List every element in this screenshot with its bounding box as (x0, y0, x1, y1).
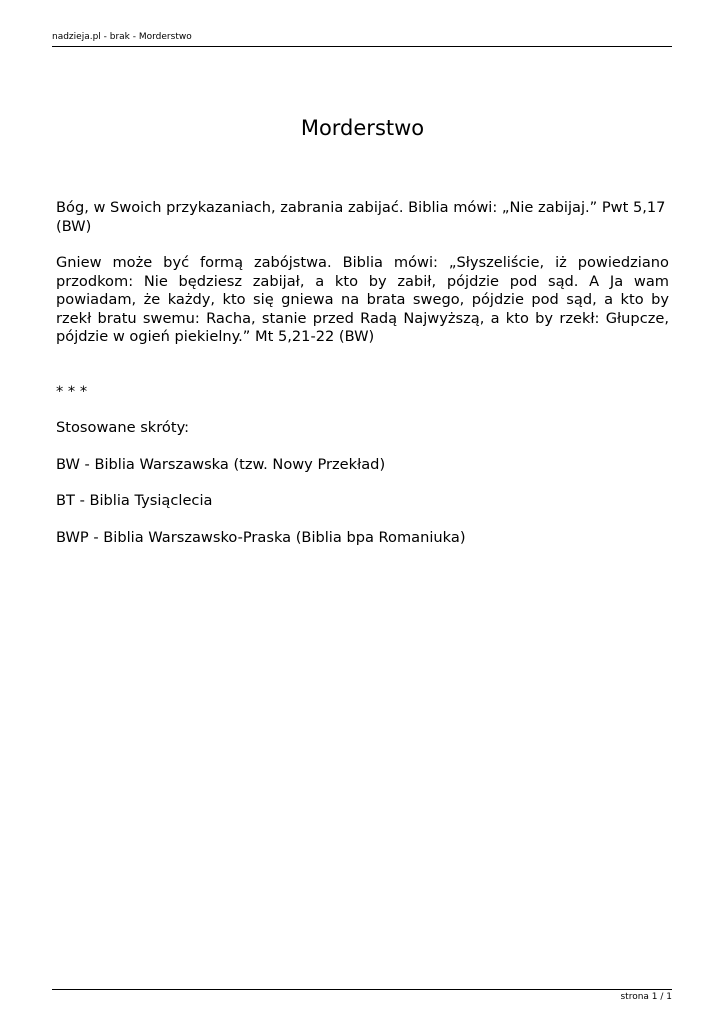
paragraph-spacer (56, 474, 669, 492)
paragraph-1: Bóg, w Swoich przykazaniach, zabrania zabijać. Biblia mówi: „Nie zabijaj.” Pwt 5,17 (BW) (56, 199, 666, 235)
abbreviation-bw: BW - Biblia Warszawska (tzw. Nowy Przekład) (56, 455, 386, 473)
paragraph-2: Gniew może być formą zabójstwa. Biblia mówi: „Słyszeliście, iż powiedziano przodkom: Nie będziesz zabijał, a kto by zabił, pójdzie pod sąd. A Ja wam powiadam, że każdy, kto się gniewa na brata swego, pójdzie pod sąd, a kto by rzekł bratu swemu: Racha, stanie przed Radą Najwyższą, a kto by rzekł: Głupcze, pójdzie w ogień piekielny.” Mt 5,21-22 (BW) (56, 254, 669, 345)
paragraph-spacer (56, 511, 669, 529)
page-footer (52, 989, 672, 1002)
abbreviation-bt: BT - Biblia Tysiąclecia (56, 492, 213, 509)
section-spacer (56, 347, 669, 383)
paragraph-spacer (56, 236, 669, 254)
paragraph-spacer (56, 401, 669, 419)
document-body (56, 199, 669, 547)
page-number: strona 1 / 1 (620, 992, 672, 1002)
page-header (52, 30, 672, 47)
document-title: Morderstwo (300, 116, 425, 140)
header-text: nadzieja.pl - brak - Morderstwo (52, 32, 192, 42)
paragraph-spacer (56, 438, 669, 456)
separator-stars: * * * (56, 382, 88, 400)
abbreviations-heading: Stosowane skróty: (56, 419, 190, 436)
abbreviation-bwp: BWP - Biblia Warszawsko-Praska (Biblia bpa Romaniuka) (56, 528, 466, 546)
